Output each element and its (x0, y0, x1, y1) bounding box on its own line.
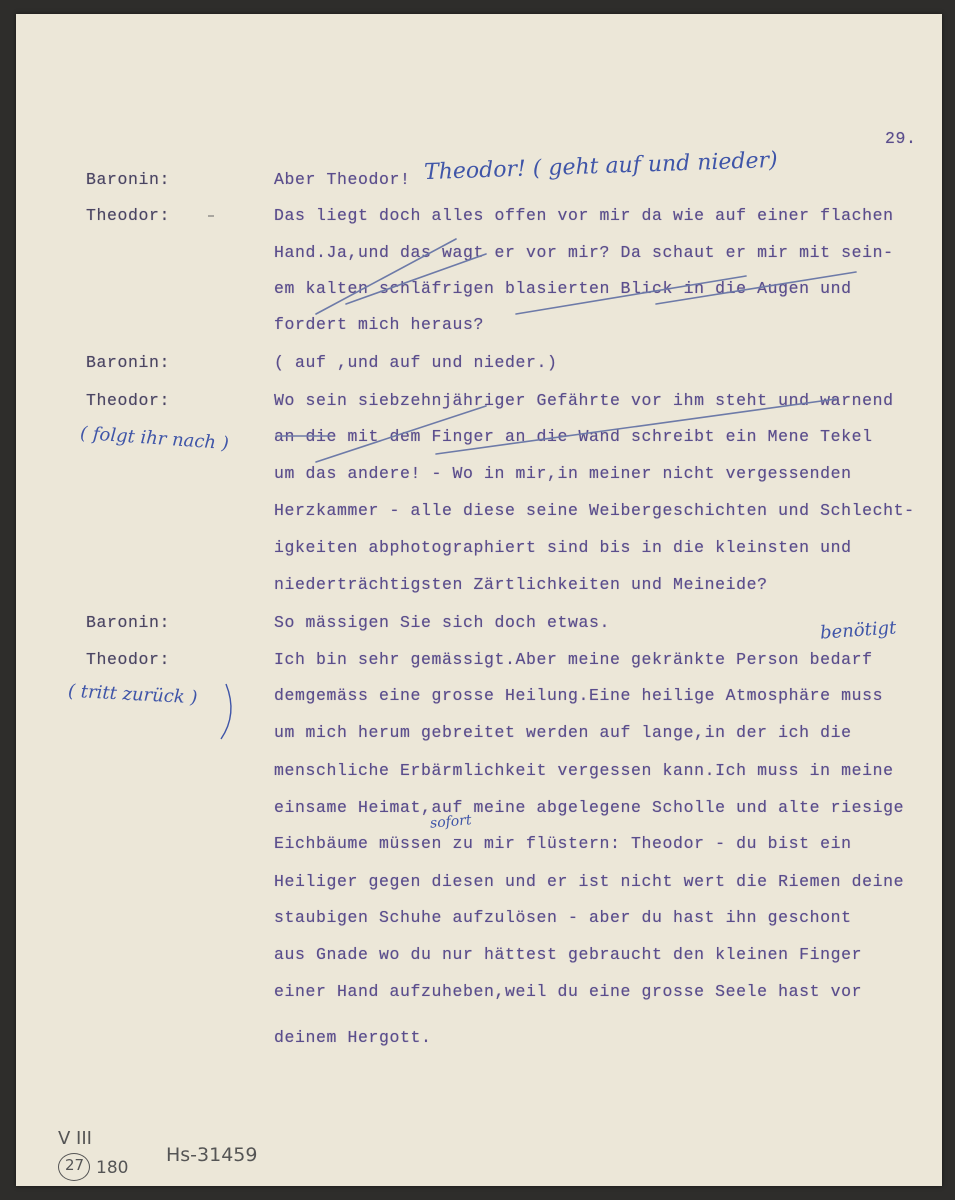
page-number: 29. (885, 129, 917, 148)
dialogue-line: igkeiten abphotographiert sind bis in die kleinsten und (274, 538, 852, 557)
speaker-label: Baronin: (86, 353, 171, 372)
dialogue-line: um das andere! - Wo in mir,in meiner nicht vergessenden (274, 464, 852, 483)
manuscript-page (16, 14, 942, 1186)
speaker-label: Theodor: (86, 206, 171, 225)
dialogue-line: an die mit dem Finger an die Wand schreibt ein Mene Tekel (274, 427, 873, 446)
shelfmark: Hs-31459 (166, 1144, 258, 1166)
dialogue-line: einer Hand aufzuheben,weil du eine grosse Seele hast vor (274, 982, 863, 1001)
handwritten-note: benötigt (819, 617, 897, 644)
dialogue-line: Wo sein siebzehnjähriger Gefährte vor ihm steht und warnend (274, 391, 894, 410)
dialogue-line: Aber Theodor! (274, 170, 411, 189)
circled-number: 27 (65, 1156, 85, 1174)
dialogue-line: em kalten schläfrigen blasierten Blick in die Augen und (274, 279, 852, 298)
page-ref-mark: 180 (96, 1158, 129, 1178)
speaker-label: Baronin: (86, 613, 171, 632)
dialogue-line: Herzkammer - alle diese seine Weibergeschichten und Schlecht- (274, 501, 915, 520)
handwritten-note: sofort (429, 812, 473, 832)
handwritten-note: ( folgt ihr nach ) (79, 422, 230, 455)
dialogue-line: ( auf ,und auf und nieder.) (274, 353, 558, 372)
dialogue-line: Heiliger gegen diesen und er ist nicht wert die Riemen deine (274, 872, 905, 891)
handwritten-note: ( tritt zurück ) (67, 680, 199, 709)
dialogue-line: einsame Heimat,auf meine abgelegene Scholle und alte riesige (274, 798, 905, 817)
handwritten-note: Theodor! ( geht auf und nieder) (423, 147, 779, 186)
speaker-label: Theodor: (86, 391, 171, 410)
strikethrough-marks (16, 14, 942, 1186)
dialogue-line: Ich bin sehr gemässigt.Aber meine gekränkte Person bedarf (274, 650, 873, 669)
dialogue-line: Das liegt doch alles offen vor mir da wie auf einer flachen (274, 206, 894, 225)
dialogue-line: um mich herum gebreitet werden auf lange,in der ich die (274, 723, 852, 742)
dialogue-line: fordert mich heraus? (274, 315, 485, 334)
dialogue-line: deinem Hergott. (274, 1028, 432, 1047)
dialogue-line: demgemäss eine grosse Heilung.Eine heilige Atmosphäre muss (274, 686, 884, 705)
dialogue-line: So mässigen Sie sich doch etwas. (274, 613, 611, 632)
dialogue-line: aus Gnade wo du nur hättest gebraucht den kleinen Finger (274, 945, 863, 964)
dialogue-line: Hand.Ja,und das wagt er vor mir? Da schaut er mir mit sein- (274, 243, 894, 262)
speaker-label: Theodor: (86, 650, 171, 669)
dialogue-line: niederträchtigsten Zärtlichkeiten und Meineide? (274, 575, 768, 594)
volume-mark: V III (58, 1128, 92, 1149)
dialogue-line: menschliche Erbärmlichkeit vergessen kann.Ich muss in meine (274, 761, 894, 780)
dialogue-line: Eichbäume müssen zu mir flüstern: Theodor - du bist ein (274, 834, 852, 853)
speaker-label: Baronin: (86, 170, 171, 189)
dialogue-line: staubigen Schuhe aufzulösen - aber du hast ihn geschont (274, 908, 852, 927)
